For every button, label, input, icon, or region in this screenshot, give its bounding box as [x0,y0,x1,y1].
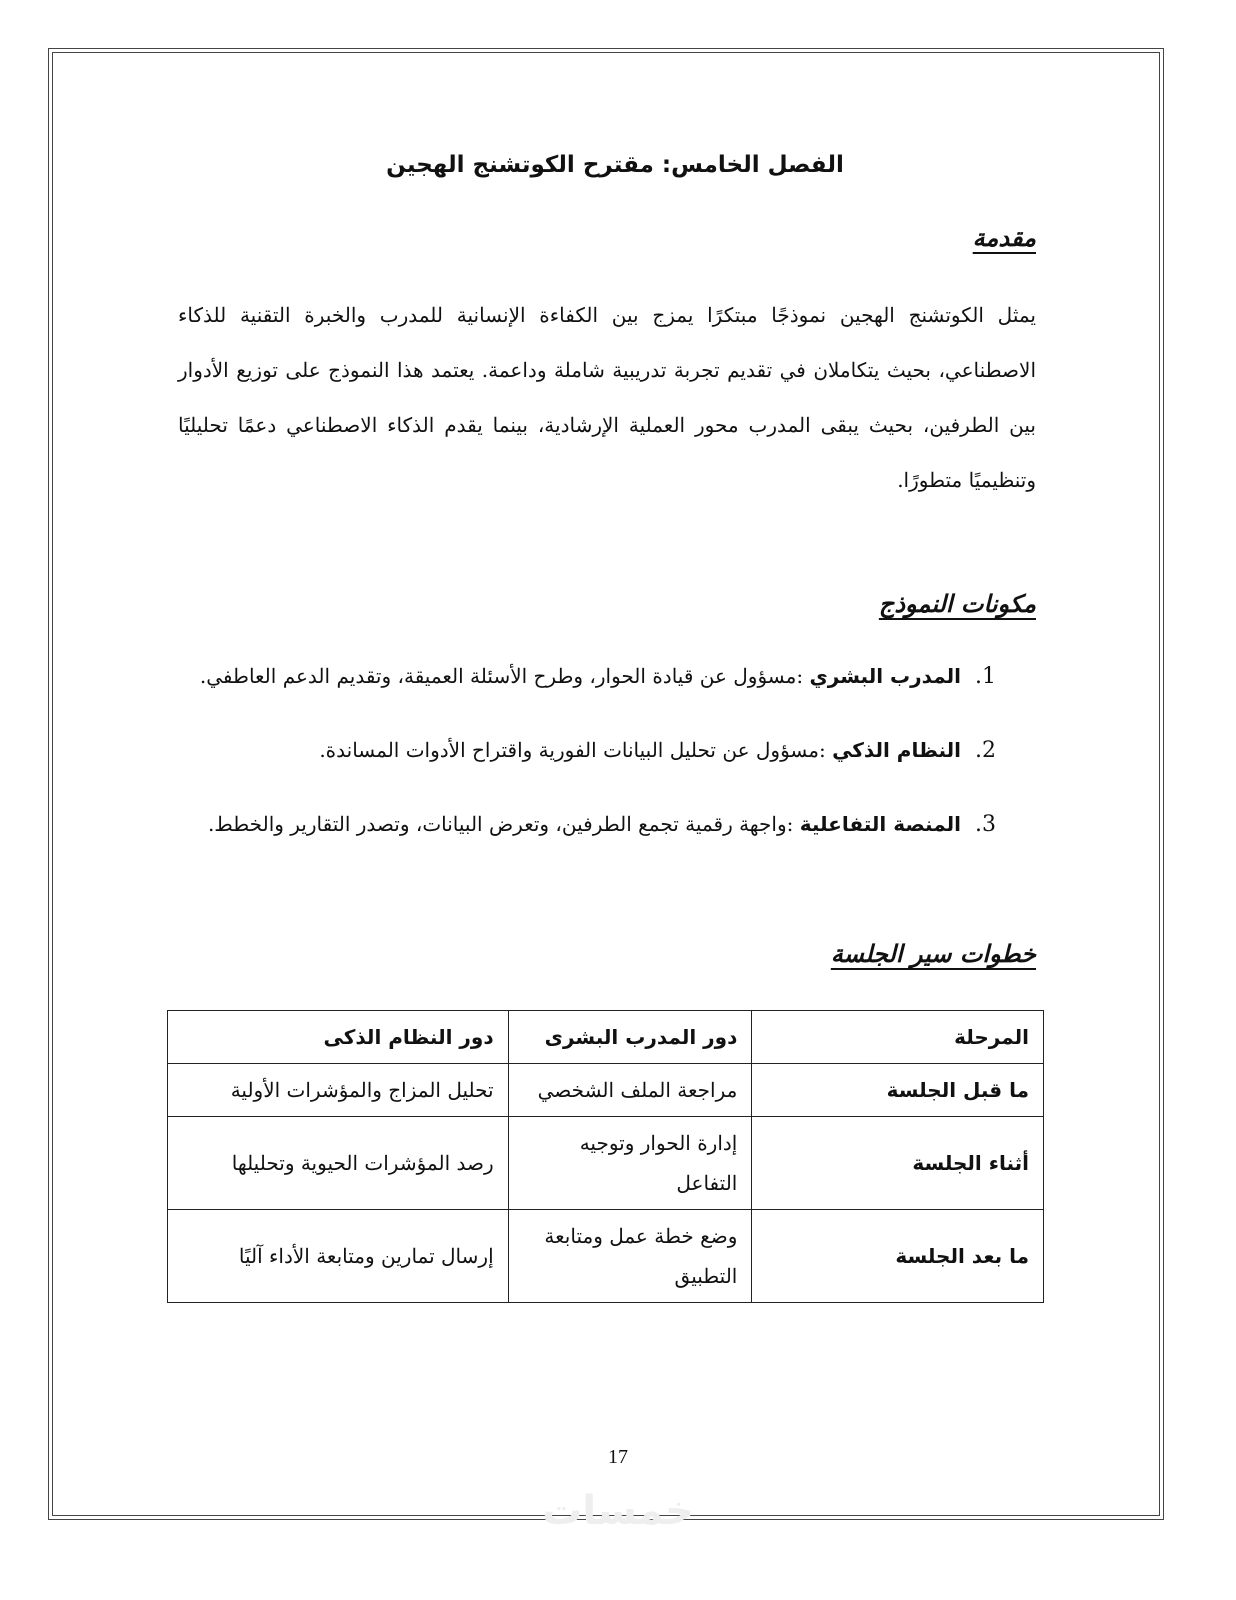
table-row [168,1210,1044,1303]
stage-cell: أثناء الجلسة [752,1117,1044,1210]
list-number: 1. [975,664,996,689]
list-number: 2. [975,738,996,763]
chapter-title: الفصل الخامس: مقترح الكوتشنج الهجين [386,152,844,178]
component-name: المنصة التفاعلية [799,812,961,836]
coach-role-cell: إدارة الحوار وتوجيه التفاعل [508,1117,752,1210]
table-header-row [168,1011,1044,1064]
watermark-logo: خمسات [542,1488,694,1534]
ai-role-cell: تحليل المزاج والمؤشرات الأولية [168,1064,509,1117]
stage-cell: ما قبل الجلسة [752,1064,1044,1117]
ai-role-cell: إرسال تمارين ومتابعة الأداء آليًا [168,1210,509,1303]
intro-paragraph: يمثل الكوتشنج الهجين نموذجًا مبتكرًا يمزج بين الكفاءة الإنسانية للمدرب والخبرة التقنية للذكاء الاصطناعي، بحيث يتكاملان في تقديم تجربة تدريبية شاملة وداعمة. يعتمد هذا النموذج على توزيع الأدوار بين الطرفين، بحيث يبقى المدرب محور العملية الإرشادية، بينما يقدم الذكاء الاصطناعي دعمًا تحليليًا وتنظيميًا متطورًا. [178,303,1036,492]
list-item [319,738,996,763]
component-name: النظام الذكي [832,738,961,762]
table-row [168,1064,1044,1117]
list-item [208,812,996,837]
component-description: :واجهة رقمية تجمع الطرفين، وتعرض البيانات، وتصدر التقارير والخطط. [207,812,794,836]
session-steps-table [167,1010,1044,1303]
stage-cell: ما بعد الجلسة [752,1210,1044,1303]
coach-role-cell: وضع خطة عمل ومتابعة التطبيق [508,1210,752,1303]
intro-heading: مقدمة [972,224,1036,252]
column-header: المرحلة [752,1011,1044,1064]
component-description: :مسؤول عن قيادة الحوار، وطرح الأسئلة العميقة، وتقديم الدعم العاطفي. [199,664,804,688]
table-row [168,1117,1044,1210]
page-number: 17 [608,1446,628,1468]
components-heading: مكونات النموذج [878,590,1036,618]
list-item [200,664,996,689]
component-description: :مسؤول عن تحليل البيانات الفورية واقتراح الأدوات المساندة. [319,738,826,762]
list-number: 3. [975,812,996,837]
coach-role-cell: مراجعة الملف الشخصي [508,1064,752,1117]
component-name: المدرب البشري [809,664,961,688]
ai-role-cell: رصد المؤشرات الحيوية وتحليلها [168,1117,509,1210]
column-header: دور المدرب البشرى [508,1011,752,1064]
session-steps-heading: خطوات سير الجلسة [830,940,1036,968]
column-header: دور النظام الذكى [168,1011,509,1064]
